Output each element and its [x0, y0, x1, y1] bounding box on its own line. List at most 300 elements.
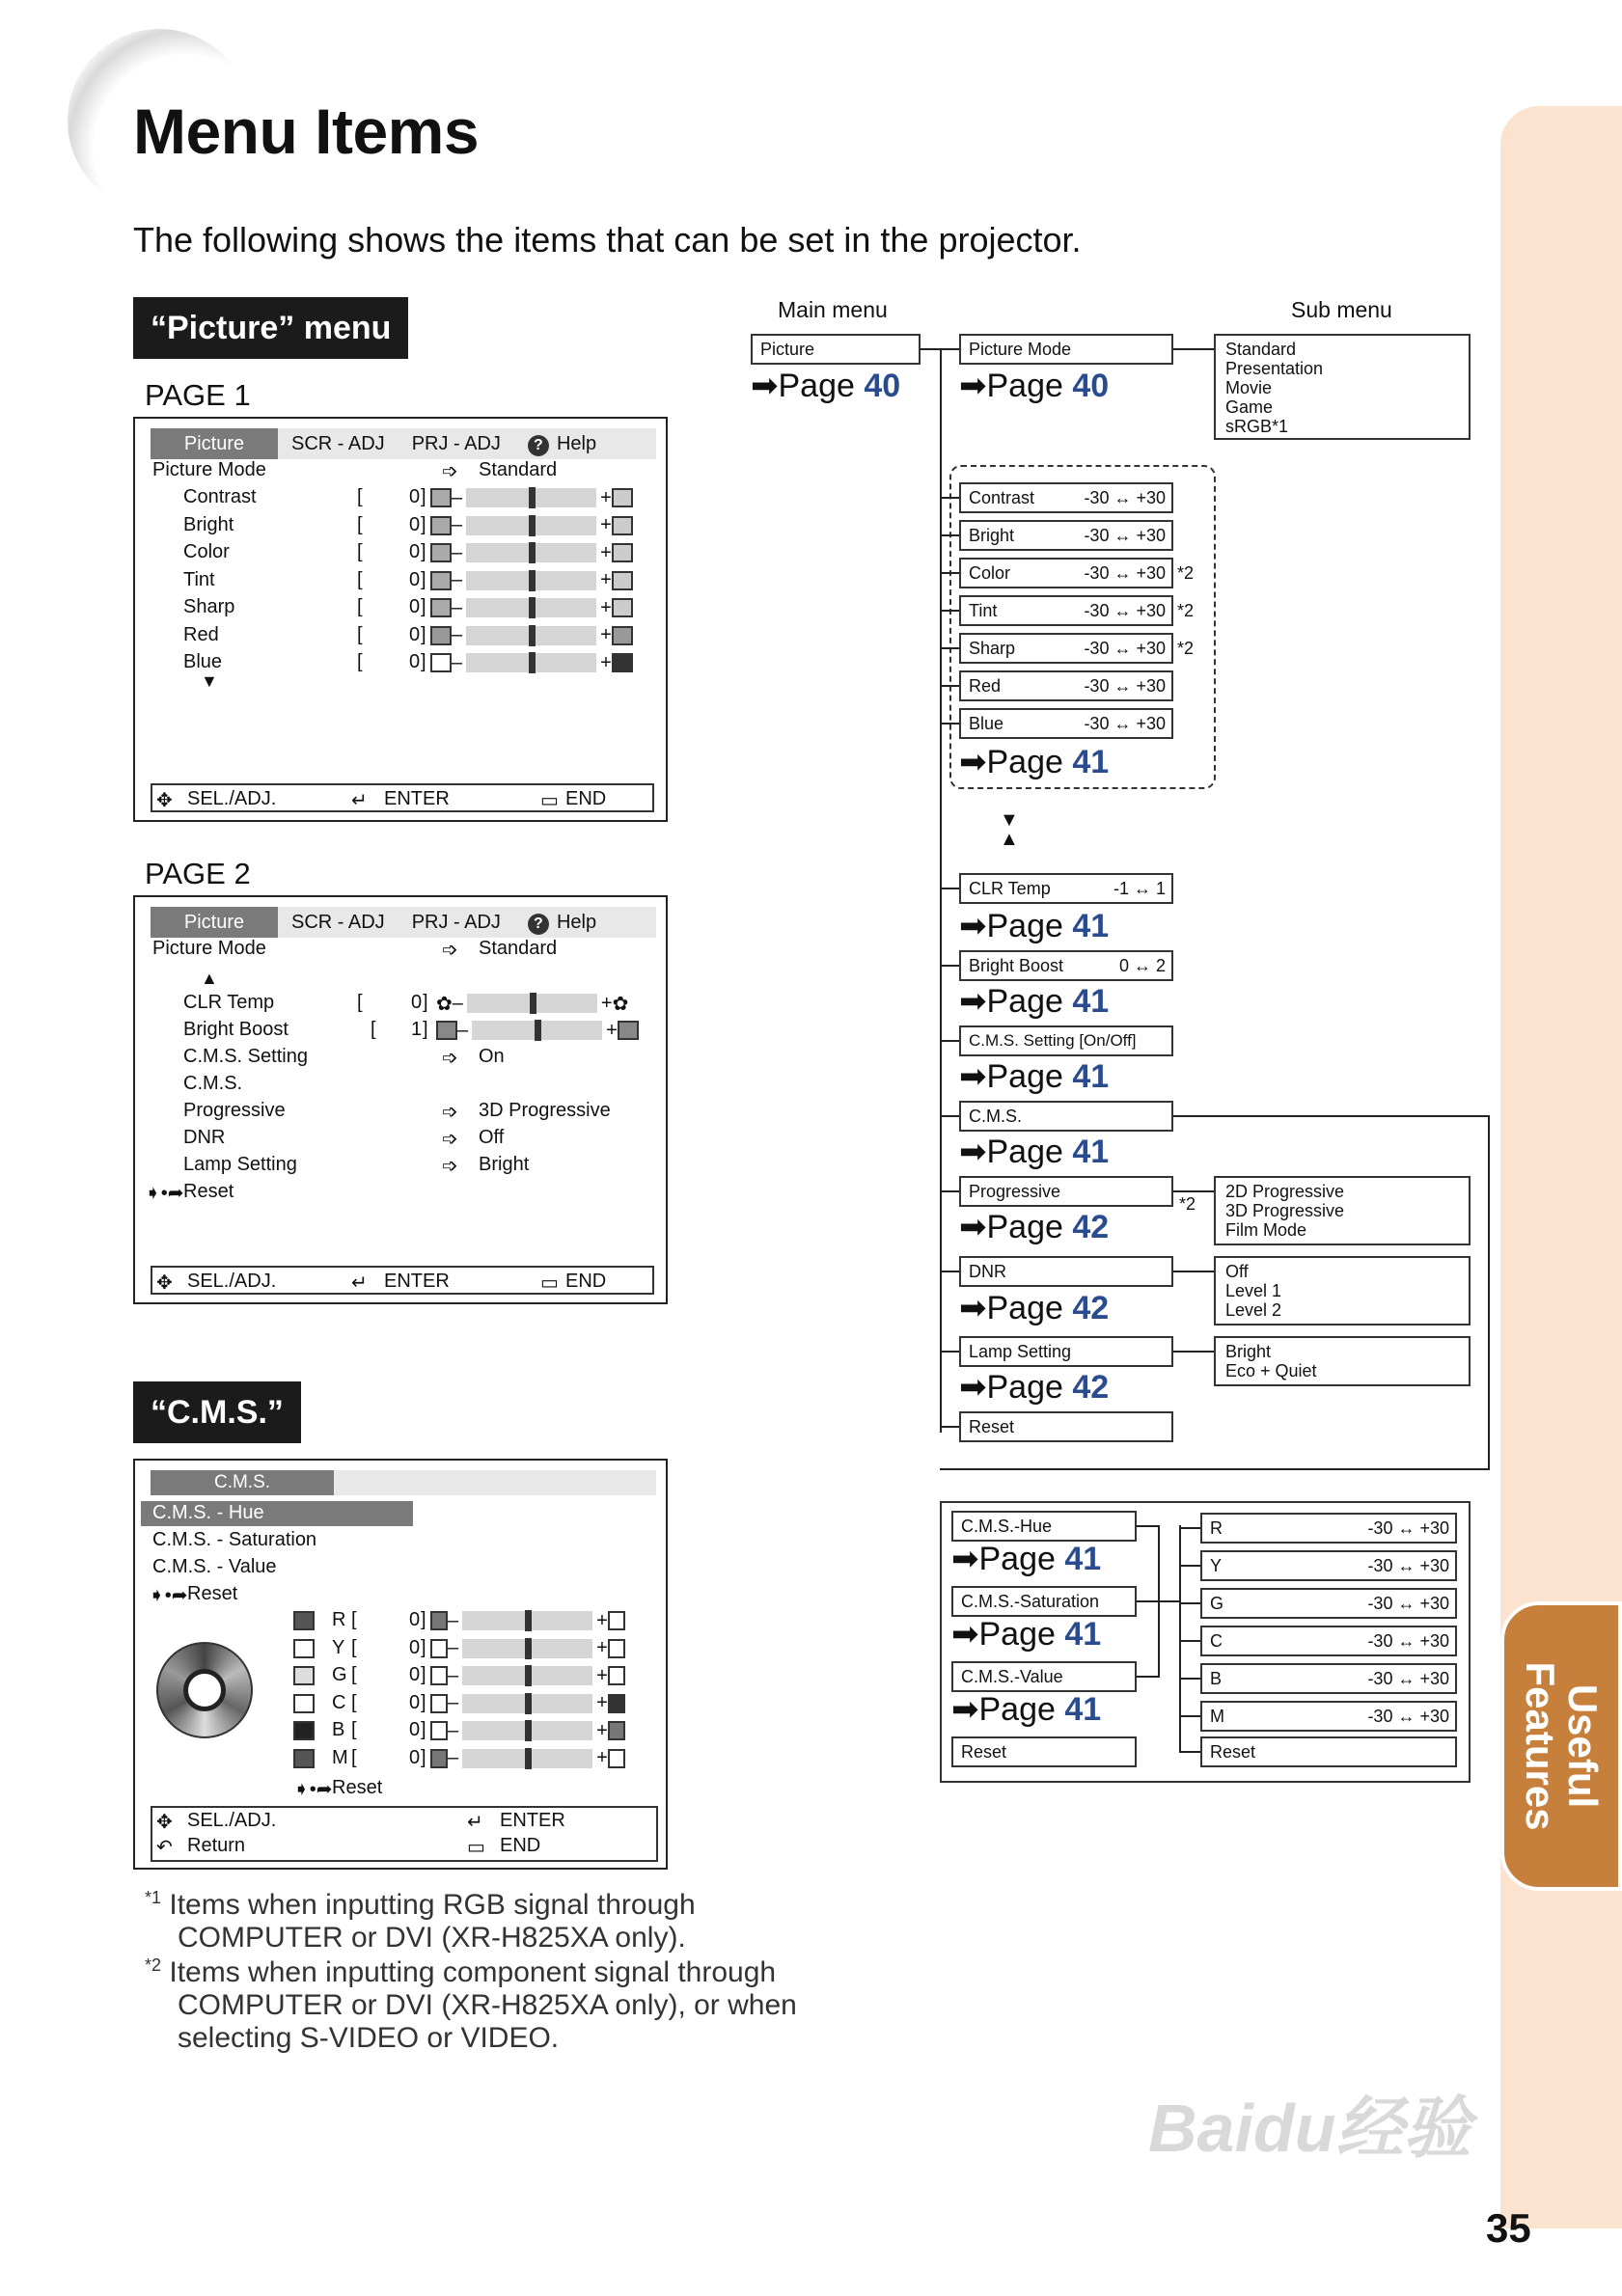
bracket: ] [421, 513, 426, 535]
minus-sign: – [448, 1664, 459, 1686]
option: sRGB*1 [1225, 417, 1289, 436]
lamp-label: Lamp Setting [183, 1154, 297, 1175]
footer-return: Return [187, 1835, 246, 1856]
arrow-icon: ➡ [959, 368, 987, 404]
cms-sub-reset-box: Reset [951, 1736, 1137, 1767]
watermark: Baidu经验 [1148, 2091, 1471, 2166]
adjust-item-label[interactable]: Sharp [183, 596, 235, 617]
adjust-item-label[interactable]: Blue [183, 651, 223, 672]
footnote-2-line2: COMPUTER or DVI (XR-H825XA only), or when [178, 1989, 797, 2021]
slider-knob[interactable] [529, 597, 536, 618]
option: Game [1225, 397, 1274, 417]
minus-sign: – [448, 1609, 459, 1631]
connector [921, 348, 942, 350]
bracket: ] [421, 1664, 426, 1685]
connector [1179, 1565, 1200, 1567]
adjust-item-label[interactable]: Red [183, 623, 219, 645]
connector [940, 685, 959, 687]
bracket: [ [357, 651, 363, 672]
page-word: Page [986, 1290, 1063, 1326]
footer-end: END [500, 1835, 541, 1856]
lamp-page-ref [959, 1368, 1109, 1407]
picture-mode-value[interactable]: Standard [479, 938, 558, 959]
osd-page1 [133, 417, 668, 822]
plus-sign: + [600, 569, 612, 590]
side-strip [1500, 106, 1622, 2228]
reset-item[interactable]: Reset [183, 1181, 234, 1202]
connector [940, 723, 959, 724]
main-menu-heading: Main menu [778, 297, 888, 322]
enter-icon: ↵ [351, 790, 368, 811]
arrow-icon: ➡ [959, 1369, 987, 1406]
slider-track[interactable] [462, 1666, 592, 1685]
adjust-flow-range: -30 ↔ +30 [1084, 601, 1166, 620]
adjust-page-ref [959, 743, 1109, 781]
footer-sel: SEL./ADJ. [187, 788, 277, 809]
reset-box: Reset [959, 1411, 1173, 1442]
cms-color-flow-label: B [1210, 1669, 1223, 1688]
cms-color-flow-label: C [1210, 1631, 1223, 1651]
option: Level 2 [1225, 1300, 1282, 1320]
cms-color-flow-box [1200, 1626, 1457, 1656]
lamp-options [1214, 1336, 1471, 1386]
slider-min-icon [430, 1666, 448, 1685]
connector [1179, 1678, 1200, 1680]
slider-knob[interactable] [525, 1720, 532, 1741]
color-wheel-icon [156, 1642, 253, 1738]
picture-menu-heading: “Picture” menu [133, 297, 408, 359]
option: Off [1225, 1262, 1249, 1281]
color-label[interactable]: C [332, 1691, 346, 1713]
slider-knob[interactable] [525, 1638, 532, 1659]
cms-osd-footer [151, 1806, 658, 1862]
connector [940, 348, 959, 350]
plus-sign: + [596, 1719, 608, 1741]
adjust-item-value: 0 [409, 651, 421, 672]
footnote-2 [145, 1949, 797, 2055]
cms-link-line [940, 1468, 1490, 1470]
cms-color-flow-label: Y [1210, 1556, 1223, 1575]
tab-picture[interactable]: Picture [151, 428, 278, 459]
page-number: 41 [1072, 744, 1110, 780]
adjust-slider[interactable] [430, 487, 633, 508]
adjust-flow-range: -30 ↔ +30 [1084, 526, 1166, 545]
slider-min-icon [430, 626, 452, 645]
adjust-flow-note: *2 [1177, 639, 1195, 658]
osd-tab-bar-2 [151, 907, 656, 938]
main-picture-box: Picture [751, 334, 921, 365]
arrow-icon: ➡ [959, 1058, 987, 1095]
menu-icon: ▭ [467, 1837, 485, 1858]
slider-track[interactable] [462, 1639, 592, 1658]
footer-enter: ENTER [500, 1810, 565, 1831]
adjust-item-label[interactable]: Tint [183, 568, 215, 590]
page-number: 35 [1486, 2205, 1531, 2251]
footer-end: END [565, 1271, 607, 1292]
help-icon: ? [528, 435, 549, 456]
cms-color-flow-box [1200, 1663, 1457, 1694]
adjust-item-label[interactable]: Bright [183, 513, 234, 535]
arrow-icon: ➩ [442, 461, 458, 482]
connector [1137, 1525, 1158, 1527]
plus-sign: + [596, 1747, 608, 1768]
cms-label[interactable]: C.M.S. [183, 1073, 243, 1094]
slider-track[interactable] [466, 516, 596, 535]
bracket: [ [351, 1609, 357, 1630]
adjust-flow-note: *2 [1177, 563, 1195, 583]
cms-color-flow-label: R [1210, 1518, 1223, 1538]
slider-min-icon [430, 516, 452, 535]
bracket: [ [357, 513, 363, 535]
tab-prj-adj[interactable]: PRJ - ADJ [411, 912, 501, 933]
bracket: [ [357, 541, 363, 562]
progressive-note: *2 [1179, 1194, 1196, 1214]
connector [1137, 1600, 1158, 1602]
tab-help-label: Help [556, 912, 597, 933]
bracket: ] [421, 1636, 426, 1658]
cms-color-flow-range: -30 ↔ +30 [1367, 1669, 1449, 1688]
tab-picture[interactable]: Picture [151, 907, 278, 938]
footnote-1-line2: COMPUTER or DVI (XR-H825XA only). [178, 1922, 686, 1954]
cms-color-flow-box [1200, 1588, 1457, 1619]
picture-mode-value[interactable]: Standard [479, 459, 558, 480]
tab-help-label: Help [556, 433, 597, 454]
slider-min-icon [430, 653, 452, 672]
arrow-icon: ➡ [959, 1290, 987, 1326]
connector [940, 610, 959, 612]
bracket: ] [421, 596, 426, 617]
sel-adj-icon: ✥ [156, 1272, 173, 1294]
connector [940, 888, 959, 889]
color-slider[interactable] [430, 1610, 625, 1631]
cms-link-line [1173, 1115, 1490, 1117]
reset-icon: ➧•➦ [149, 1585, 188, 1606]
adjust-slider[interactable] [430, 570, 633, 591]
bracket: ] [421, 1719, 426, 1740]
page-number: 41 [1064, 1691, 1102, 1728]
dnr-options [1214, 1256, 1471, 1326]
cms-color-flow-range: -30 ↔ +30 [1367, 1707, 1449, 1726]
bracket: ] [421, 623, 426, 645]
slider-min-icon [430, 598, 452, 617]
plus-sign: + [596, 1609, 608, 1631]
clr-temp-slider[interactable]: ✿ – + ✿ [436, 992, 629, 1015]
cms-color-reset[interactable]: Reset [332, 1777, 383, 1798]
minus-sign: – [452, 569, 463, 590]
cms-color-flow-range: -30 ↔ +30 [1367, 1594, 1449, 1613]
bright-boost-icon-plus [618, 1021, 639, 1040]
color-swatch-icon [293, 1611, 315, 1630]
bright-boost-range: 0 ↔ 2 [1118, 956, 1166, 975]
color-slider[interactable] [430, 1638, 625, 1659]
color-slider[interactable] [430, 1720, 625, 1741]
page-title: Menu Items [133, 96, 480, 167]
slider-max-icon [608, 1749, 625, 1768]
tab-scr-adj[interactable]: SCR - ADJ [291, 433, 385, 454]
slider-knob[interactable] [529, 625, 536, 646]
cms-hue-item[interactable]: C.M.S. - Hue [152, 1502, 264, 1523]
connector [940, 1271, 959, 1272]
cms-link-line [1488, 1115, 1490, 1470]
slider-track[interactable] [466, 653, 596, 672]
page-word: Page [778, 368, 855, 404]
minus-sign: – [448, 1719, 459, 1741]
color-label[interactable]: R [332, 1609, 346, 1630]
reset-icon: ➧•➦ [293, 1779, 333, 1800]
cms-saturation-item[interactable]: C.M.S. - Saturation [152, 1529, 317, 1550]
page-word: Page [986, 983, 1063, 1020]
cms-tab-bar [151, 1470, 656, 1495]
menu-icon: ▭ [540, 790, 559, 811]
slider-knob[interactable] [525, 1693, 532, 1714]
color-label[interactable]: G [332, 1664, 347, 1685]
color-value: 0 [409, 1609, 421, 1630]
connector [1173, 1190, 1214, 1192]
slider-max-icon [612, 571, 633, 590]
help-icon: ? [528, 914, 549, 935]
bracket: [ [351, 1746, 357, 1768]
arrow-icon: ➩ [442, 1102, 458, 1123]
sub-menu-heading: Sub menu [1291, 297, 1392, 322]
connector [940, 647, 959, 649]
cms-setting-value[interactable]: On [479, 1046, 505, 1067]
slider-max-icon [612, 516, 633, 535]
clr-temp-icon-plus: ✿ [612, 993, 629, 1015]
slider-track[interactable] [462, 1694, 592, 1713]
connector [1179, 1715, 1200, 1717]
page-word: Page [978, 1616, 1056, 1653]
slider-track[interactable] [466, 571, 596, 590]
page-word: Page [986, 1369, 1063, 1406]
scroll-up-icon[interactable]: ▲ [201, 969, 218, 988]
osd-footer [151, 783, 654, 812]
page-word: Page [978, 1541, 1056, 1577]
cms-tab[interactable]: C.M.S. [151, 1470, 334, 1495]
adjust-flow-box [959, 558, 1173, 588]
progressive-value[interactable]: 3D Progressive [479, 1100, 611, 1121]
color-label[interactable]: B [332, 1719, 345, 1740]
adjust-flow-label: Contrast [969, 488, 1035, 507]
bright-boost-icon [436, 1021, 457, 1040]
cms-color-flow-label: G [1210, 1594, 1224, 1613]
arrow-icon: ➡ [951, 1691, 979, 1728]
slider-track[interactable] [462, 1749, 592, 1768]
adjust-flow-range: -30 ↔ +30 [1084, 639, 1166, 658]
footnote-2-mark: *2 [145, 1955, 162, 1975]
bracket: [ [357, 992, 363, 1013]
adjust-item-value: 0 [409, 513, 421, 535]
slider-knob[interactable] [529, 515, 536, 536]
slider-max-icon [608, 1639, 625, 1658]
clr-temp-value: 0 [411, 992, 423, 1013]
slider-track[interactable] [466, 598, 596, 617]
clr-temp-label: CLR Temp [183, 992, 275, 1013]
arrow-icon: ➡ [959, 744, 987, 780]
arrow-icon: ➩ [442, 1156, 458, 1177]
cms-value-item[interactable]: C.M.S. - Value [152, 1556, 277, 1577]
color-slider[interactable] [430, 1748, 625, 1769]
plus-sign: + [600, 486, 612, 508]
slider-knob[interactable] [529, 570, 536, 591]
bright-boost-slider[interactable]: – + [436, 1020, 639, 1041]
adjust-flow-range: -30 ↔ +30 [1084, 563, 1166, 583]
cms-reset-item[interactable]: Reset [187, 1583, 238, 1604]
section-tab[interactable] [1500, 1601, 1622, 1891]
cms-color-flow-box [1200, 1550, 1457, 1581]
option: Standard [1225, 340, 1297, 359]
adjust-flow-label: Bright [969, 526, 1015, 545]
plus-sign: + [600, 541, 612, 563]
adjust-item-label[interactable]: Color [183, 541, 230, 562]
adjust-item-label[interactable]: Contrast [183, 486, 257, 507]
intro-text: The following shows the items that can be set in the projector. [133, 220, 1082, 260]
arrow-icon: ➡ [751, 368, 779, 404]
slider-track[interactable] [462, 1721, 592, 1740]
picture-mode-box: Picture Mode [959, 334, 1173, 365]
bracket: ] [421, 568, 426, 590]
color-label[interactable]: M [332, 1746, 348, 1768]
cms-sub-box: C.M.S.-Value [951, 1661, 1137, 1692]
slider-knob[interactable] [529, 652, 536, 673]
page-number: 41 [1064, 1541, 1102, 1577]
sel-adj-icon: ✥ [156, 1812, 173, 1833]
cms-setting-label: C.M.S. Setting [183, 1046, 308, 1067]
page-number: 42 [1072, 1369, 1110, 1406]
cms-color-flow-label: M [1210, 1707, 1224, 1726]
plus-sign: + [596, 1664, 608, 1686]
slider-track[interactable] [466, 488, 596, 507]
slider-knob[interactable] [529, 542, 536, 563]
slider-track[interactable] [466, 543, 596, 562]
footer-enter: ENTER [384, 1271, 450, 1292]
adjust-slider[interactable] [430, 597, 633, 618]
page-word: Page [986, 1209, 1063, 1245]
adjust-flow-note: *2 [1177, 601, 1195, 620]
adjust-slider[interactable] [430, 542, 633, 563]
cms-color-reset-box: Reset [1200, 1736, 1457, 1767]
connector [1173, 1271, 1214, 1272]
bracket: ] [423, 1019, 428, 1040]
slider-max-icon [608, 1721, 625, 1740]
plus-sign: + [600, 651, 612, 673]
connector [940, 1426, 959, 1428]
clr-temp-box [959, 873, 1173, 904]
page-word: Page [986, 908, 1063, 944]
page-number: 41 [1072, 908, 1110, 944]
reset-icon: ➧•➦ [145, 1183, 184, 1204]
arrow-icon: ➡ [951, 1616, 979, 1653]
slider-knob[interactable] [529, 487, 536, 508]
arrow-icon: ➡ [959, 1134, 987, 1170]
adjust-flow-range: -30 ↔ +30 [1084, 488, 1166, 507]
page-number: 42 [1072, 1209, 1110, 1245]
bright-boost-page-ref [959, 982, 1109, 1021]
adjust-flow-label: Red [969, 676, 1002, 696]
footer-enter: ENTER [384, 788, 450, 809]
bright-boost-value: 1 [411, 1019, 423, 1040]
slider-min-icon [430, 1749, 448, 1768]
adjust-slider[interactable] [430, 652, 633, 673]
slider-knob[interactable] [525, 1610, 532, 1631]
bracket: ] [423, 992, 428, 1013]
option: Presentation [1225, 359, 1324, 378]
plus-sign: + [600, 624, 612, 645]
lamp-box: Lamp Setting [959, 1336, 1173, 1367]
adjust-flow-label: Color [969, 563, 1011, 583]
tab-prj-adj[interactable]: PRJ - ADJ [411, 433, 501, 454]
connector [940, 497, 959, 499]
adjust-flow-range: -30 ↔ +30 [1084, 676, 1166, 696]
color-swatch-icon [293, 1694, 315, 1713]
minus-sign: – [452, 541, 463, 563]
color-value: 0 [409, 1691, 421, 1713]
slider-max-icon [612, 543, 633, 562]
adjust-slider[interactable] [430, 515, 633, 536]
color-swatch-icon [293, 1666, 315, 1685]
lamp-value[interactable]: Bright [479, 1154, 530, 1175]
progressive-page-ref [959, 1208, 1109, 1246]
footer-end: END [565, 788, 607, 809]
bracket: [ [357, 596, 363, 617]
page-number: 41 [1072, 983, 1110, 1020]
slider-max-icon [612, 598, 633, 617]
footnote-1-mark: *1 [145, 1888, 162, 1907]
connector [940, 1040, 959, 1042]
slider-track[interactable] [462, 1611, 592, 1630]
bright-boost-box [959, 950, 1173, 981]
color-slider[interactable] [430, 1665, 625, 1686]
enter-icon: ↵ [351, 1272, 368, 1294]
enter-icon: ↵ [467, 1812, 483, 1833]
bracket: [ [351, 1691, 357, 1713]
option: Movie [1225, 378, 1273, 397]
page-number: 41 [1064, 1616, 1102, 1653]
slider-knob[interactable] [525, 1748, 532, 1769]
connector [940, 1190, 959, 1192]
adjust-flow-box [959, 633, 1173, 664]
slider-min-icon [430, 543, 452, 562]
cms-color-flow-range: -30 ↔ +30 [1367, 1556, 1449, 1575]
bracket: ] [421, 1609, 426, 1630]
color-label[interactable]: Y [332, 1636, 345, 1658]
picture-mode-options [1214, 334, 1471, 440]
color-slider[interactable] [430, 1693, 625, 1714]
cms-color-flow-range: -30 ↔ +30 [1367, 1631, 1449, 1651]
adjust-slider[interactable] [430, 625, 633, 646]
dnr-value[interactable]: Off [479, 1127, 505, 1148]
tab-help[interactable] [514, 428, 610, 459]
adjust-item-value: 0 [409, 568, 421, 590]
scroll-down-icon[interactable]: ▼ [201, 671, 218, 691]
slider-min-icon [430, 1611, 448, 1630]
page-number: 41 [1072, 1134, 1110, 1170]
slider-track[interactable] [466, 626, 596, 645]
cms-color-flow-box [1200, 1701, 1457, 1732]
tab-scr-adj[interactable]: SCR - ADJ [291, 912, 385, 933]
option: 3D Progressive [1225, 1201, 1345, 1220]
page-word: Page [986, 1134, 1063, 1170]
tab-help[interactable] [514, 907, 610, 938]
adjust-flow-label: Blue [969, 714, 1004, 733]
page-word: Page [978, 1691, 1056, 1728]
adjust-flow-range: -30 ↔ +30 [1084, 714, 1166, 733]
slider-min-icon [430, 488, 452, 507]
plus-sign: + [596, 1692, 608, 1713]
page-number: 40 [1072, 368, 1110, 404]
slider-knob[interactable] [525, 1665, 532, 1686]
connector [1179, 1527, 1200, 1529]
adjust-flow-box [959, 520, 1173, 551]
